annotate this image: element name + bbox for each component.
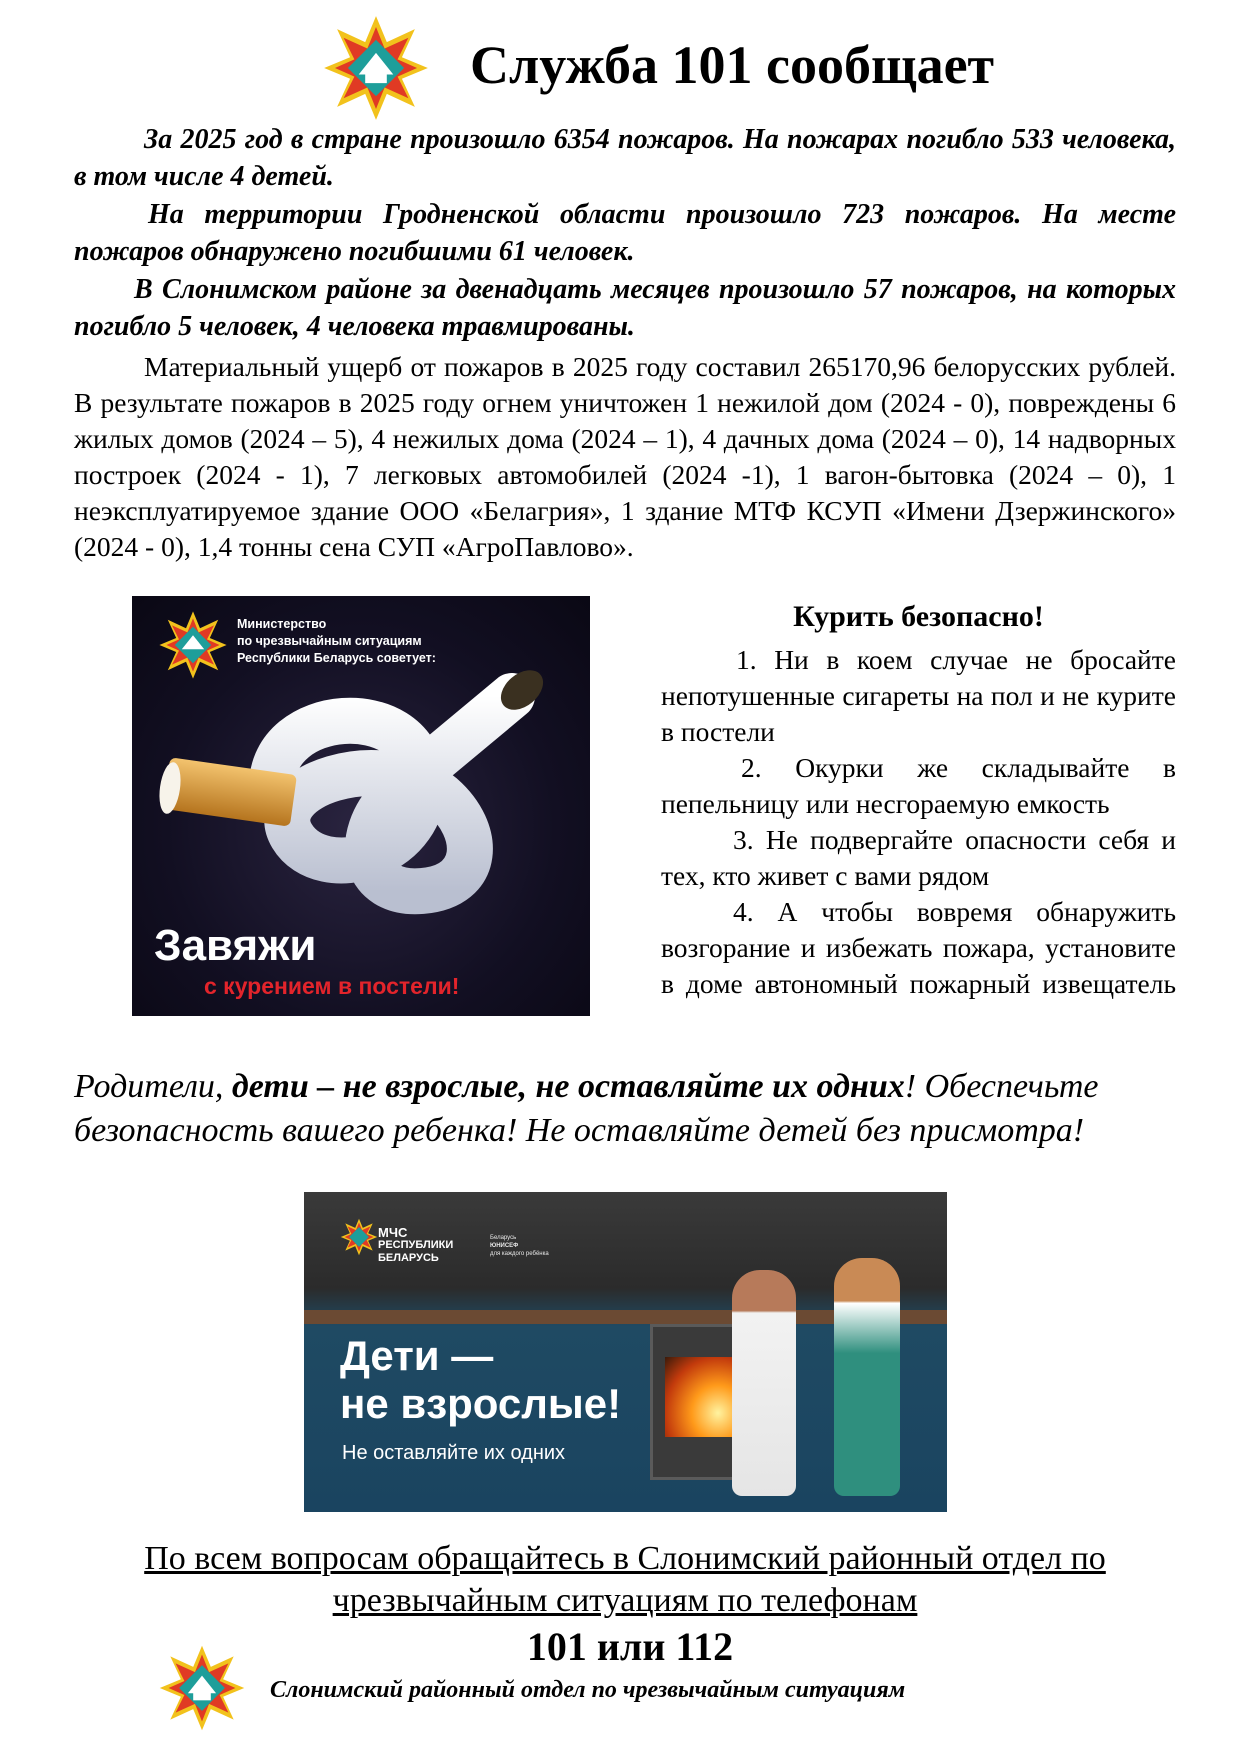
tip-item: 2. Окурки же складывайте в пепельницу или несгораемую емкость <box>661 752 1176 819</box>
intro-region: На территории Гродненской области произошло 723 пожаров. На месте пожаров обнаружено погибшими 61 человек. <box>74 199 1176 267</box>
child-figure-left <box>732 1270 796 1496</box>
page-title: Служба 101 сообщает <box>470 35 995 95</box>
intro-district: В Слонимском районе за двенадцать месяцев произошло 57 пожаров, на которых погибло 5 человек, 4 человека травмированы. <box>74 274 1176 342</box>
phone-numbers: 101 или 112 <box>526 1624 734 1669</box>
tip-item: 1. Ни в коем случае не бросайте непотушенные сигареты на пол и не курите в постели <box>661 644 1176 747</box>
knotted-cigarette-icon <box>152 666 572 916</box>
partner-label: Беларусь ЮНИСЕФ для каждого ребёнка <box>490 1235 549 1257</box>
child-figure-right <box>834 1258 900 1496</box>
contact-text: По всем вопросам обращайтесь в Слонимский районный отдел по чрезвычайным ситуациям по телефонам <box>144 1540 1106 1619</box>
intro-country: За 2025 год в стране произошло 6354 пожаров. На пожарах погибло 533 человека, в том числе 4 детей. <box>74 124 1176 192</box>
poster-headline: Завяжи <box>154 921 317 970</box>
ministry-text: Министерство по чрезвычайным ситуациям Республики Беларусь советует: <box>237 617 436 665</box>
children-poster <box>304 1192 947 1512</box>
department-name: Слонимский районный отдел по чрезвычайным ситуациям <box>270 1677 906 1703</box>
tip-item: 3. Не подвергайте опасности себя и тех, кто живет с вами рядом <box>661 824 1176 891</box>
tips-title: Курить безопасно! <box>793 600 1044 633</box>
mchs-emblem-icon <box>322 14 430 122</box>
damage-paragraph: Материальный ущерб от пожаров в 2025 году составил 265170,96 белорусских рублей. В результате пожаров в 2025 году огнем уничтожен 1 нежилой дом (2024 - 0), повреждены 6 жилых домов (2024 – 5), 4 нежилых дома (2024 – 1), 4 дачных дома (2024 – 0), 14 надворных построек (2024 - 1), 7 легковых автомобилей (2024 -1), 1 вагон-бытовка (2024 – 0), 1 неэксплуатируемое здание ООО «Белагрия», 1 здание МТФ КСУП «Имени Дзержинского» (2024 - 0), 1,4 тонны сена СУП «АгроПавлово». <box>74 351 1176 562</box>
smoking-poster <box>132 596 590 1016</box>
tip-item: 4. А чтобы вовремя обнаружить возгорание и избежать пожара, установите в доме автономный пожарный извещатель <box>661 896 1176 999</box>
parents-message: Родители, дети – не взрослые, не оставляйте их одних! Обеспечьте безопасность вашего ребенка! Не оставляйте детей без присмотра! <box>74 1068 1099 1149</box>
poster-subline: Не оставляйте их одних <box>342 1442 566 1464</box>
smoking-tips <box>661 598 1176 1002</box>
mchs-emblem-icon <box>158 1644 246 1732</box>
mchs-emblem-icon <box>340 1218 378 1256</box>
poster-subline: с курением в постели! <box>204 973 460 999</box>
mchs-label: МЧС РЕСПУБЛИКИ БЕЛАРУСЬ <box>378 1225 454 1264</box>
poster-headline: Дети — не взрослые! <box>340 1332 622 1427</box>
parents-emphasis: дети – не взрослые, не оставляйте их одних <box>231 1068 905 1105</box>
